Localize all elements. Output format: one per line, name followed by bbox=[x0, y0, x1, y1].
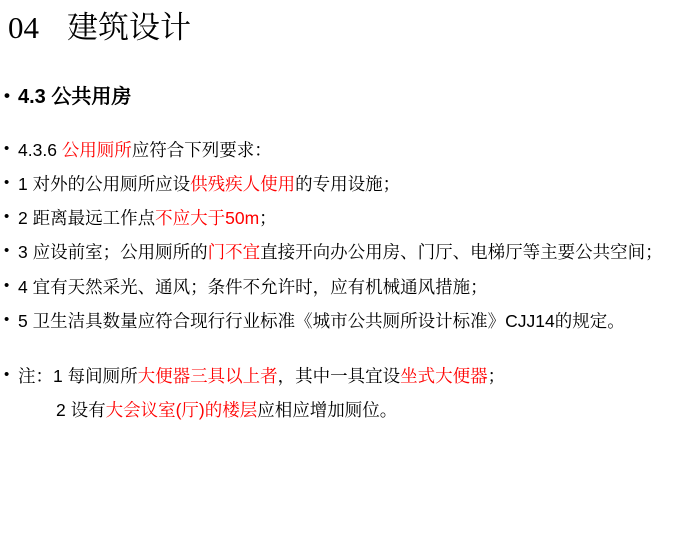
item-2 bbox=[0, 205, 700, 232]
page-title bbox=[8, 2, 191, 47]
item-3 bbox=[0, 239, 700, 266]
slide-number: 04 bbox=[8, 10, 39, 45]
text-run: 大会议室(厅)的楼层 bbox=[105, 399, 258, 420]
text-run: 2 设有 bbox=[56, 399, 106, 420]
text-run: ，其中一具宜设 bbox=[277, 365, 401, 386]
text-run: 应符合下列要求： bbox=[131, 140, 272, 160]
item-5 bbox=[0, 308, 700, 335]
note-line-2 bbox=[0, 397, 700, 424]
text-run: 3 应设前室；公用厕所的 bbox=[18, 242, 208, 263]
text-run: 坐式大便器 bbox=[400, 365, 488, 386]
slide-title-text: 建筑设计 bbox=[67, 10, 191, 45]
text-run: 2 距离最远工作点 bbox=[18, 208, 156, 229]
text-run: 4 宜有天然采光、通风；条件不允许时，应有机械通风措施； bbox=[18, 276, 488, 297]
note-block bbox=[0, 363, 700, 424]
item-436 bbox=[0, 137, 700, 164]
text-run: 直接开向办公用房、门厅、电梯厅等主要公共空间； bbox=[260, 242, 663, 263]
slide-content bbox=[0, 82, 700, 424]
item-1 bbox=[0, 171, 700, 198]
text-run: 应相应增加厕位。 bbox=[257, 399, 398, 420]
section-heading: • 4.3 公共用房 bbox=[0, 82, 700, 113]
text-run: 4.3.6 bbox=[18, 140, 62, 160]
item-4 bbox=[0, 274, 700, 301]
text-run: 大便器三具以上者 bbox=[137, 365, 278, 386]
text-run: 公用厕所 bbox=[61, 140, 132, 160]
note-line-1 bbox=[0, 363, 700, 390]
text-run: 不应大于50m bbox=[155, 208, 260, 229]
clause-list bbox=[0, 137, 700, 335]
text-run: 1 对外的公用厕所应设 bbox=[18, 174, 191, 195]
text-run: 5 卫生洁具数量应符合现行行业标准《城市公共厕所设计标准》CJJ14的规定。 bbox=[18, 310, 625, 331]
text-run: 供残疾人使用 bbox=[190, 174, 296, 195]
text-run: 门不宜 bbox=[207, 242, 261, 263]
text-run: ； bbox=[259, 208, 277, 229]
text-run: 的专用设施； bbox=[295, 174, 401, 195]
text-run: ； bbox=[487, 365, 506, 386]
text-run: 注：1 每间厕所 bbox=[18, 365, 138, 386]
